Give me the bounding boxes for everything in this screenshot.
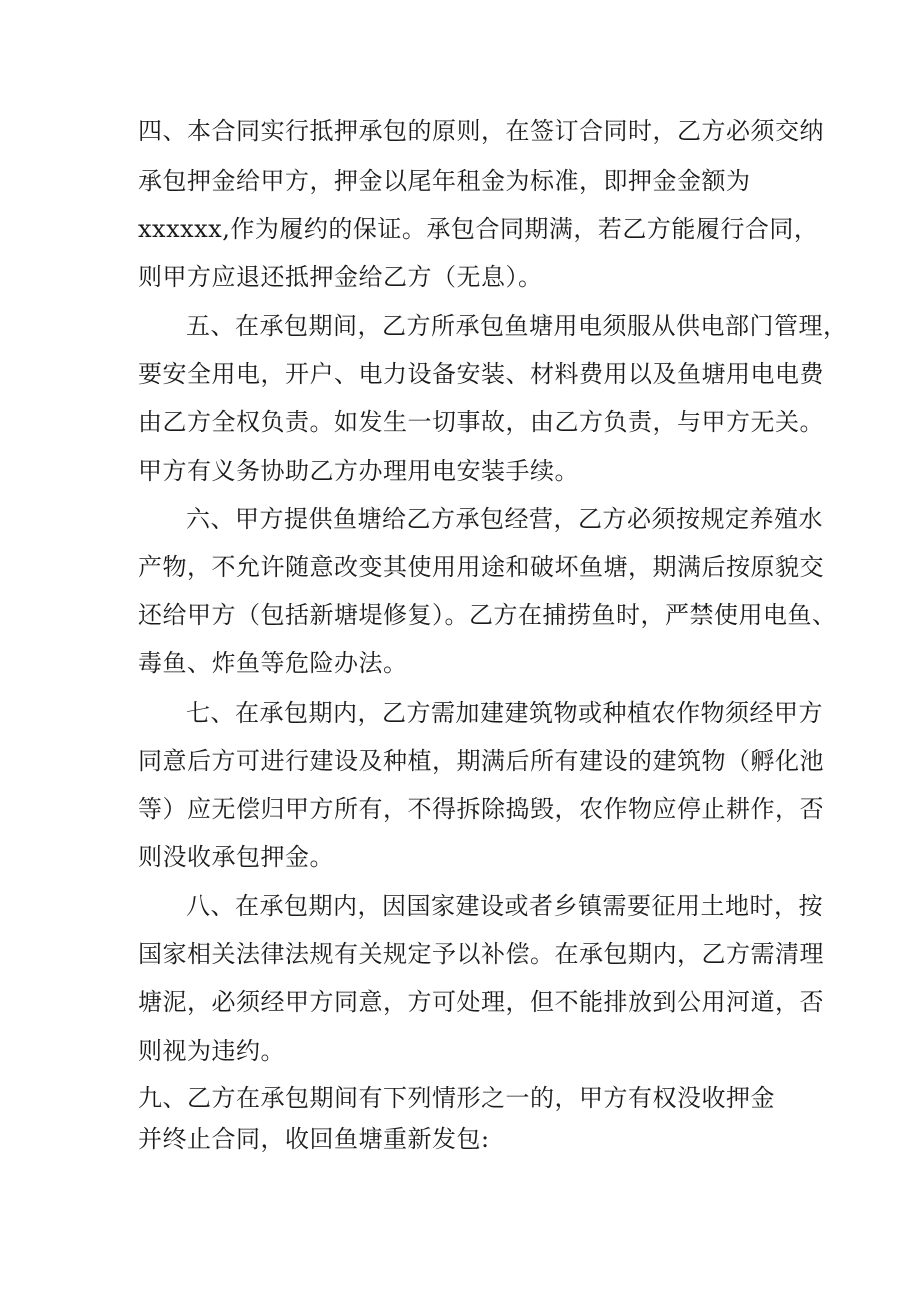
- clause-8-line-2: 国家相关法律法规有关规定予以补偿。在承包期内，乙方需清理: [138, 940, 824, 968]
- clause-6-line-3: 还给甲方（包括新塘堤修复）。乙方在捕捞鱼时，严禁使用电鱼、: [138, 601, 837, 629]
- clause-5-line-2: 要安全用电，开户、电力设备安装、材料费用以及鱼塘用电电费: [138, 360, 824, 388]
- clause-7-line-4: 则没收承包押金。: [138, 843, 334, 871]
- clause-9-line-1: 九、乙方在承包期间有下列情形之一的，甲方有权没收押金: [138, 1084, 775, 1112]
- clause-8-line-1: 八、在承包期内，因国家建设或者乡镇需要征用土地时，按: [186, 892, 823, 920]
- clause-9-line-2: 并终止合同，收回鱼塘重新发包:: [138, 1125, 490, 1153]
- clause-6-line-2: 产物，不允许随意改变其使用用途和破坏鱼塘，期满后按原貌交: [138, 553, 824, 581]
- clause-4-line-4: 则甲方应退还抵押金给乙方（无息）。: [138, 263, 543, 291]
- clause-8-line-3: 塘泥，必须经甲方同意，方可处理，但不能排放到公用河道，否: [138, 988, 824, 1016]
- clause-4-line-1: 四、本合同实行抵押承包的原则，在签订合同时，乙方必须交纳: [138, 117, 824, 145]
- clause-5-line-1: 五、在承包期间，乙方所承包鱼塘用电须服从供电部门管理，: [186, 312, 848, 340]
- clause-7-line-2: 同意后方可进行建设及种植，期满后所有建设的建筑物（孵化池: [138, 747, 824, 775]
- clause-6-line-1: 六、甲方提供鱼塘给乙方承包经营，乙方必须按规定养殖水: [186, 505, 823, 533]
- clause-6-line-4: 毒鱼、炸鱼等危险办法。: [138, 649, 408, 677]
- clause-5-line-3: 由乙方全权负责。如发生一切事故，由乙方负责，与甲方无关。: [138, 408, 824, 436]
- clause-7-line-1: 七、在承包期内，乙方需加建建筑物或种植农作物须经甲方: [186, 699, 823, 727]
- clause-4-line-3: xxxxxx,作为履约的保证。承包合同期满，若乙方能履行合同，: [138, 215, 819, 243]
- clause-5-line-4: 甲方有义务协助乙方办理用电安装手续。: [138, 457, 579, 485]
- clause-8-line-4: 则视为违约。: [138, 1037, 285, 1065]
- clause-7-line-3: 等）应无偿归甲方所有，不得拆除捣毁，农作物应停止耕作，否: [138, 795, 824, 823]
- clause-4-line-2: 承包押金给甲方，押金以尾年租金为标准，即押金金额为: [138, 167, 751, 195]
